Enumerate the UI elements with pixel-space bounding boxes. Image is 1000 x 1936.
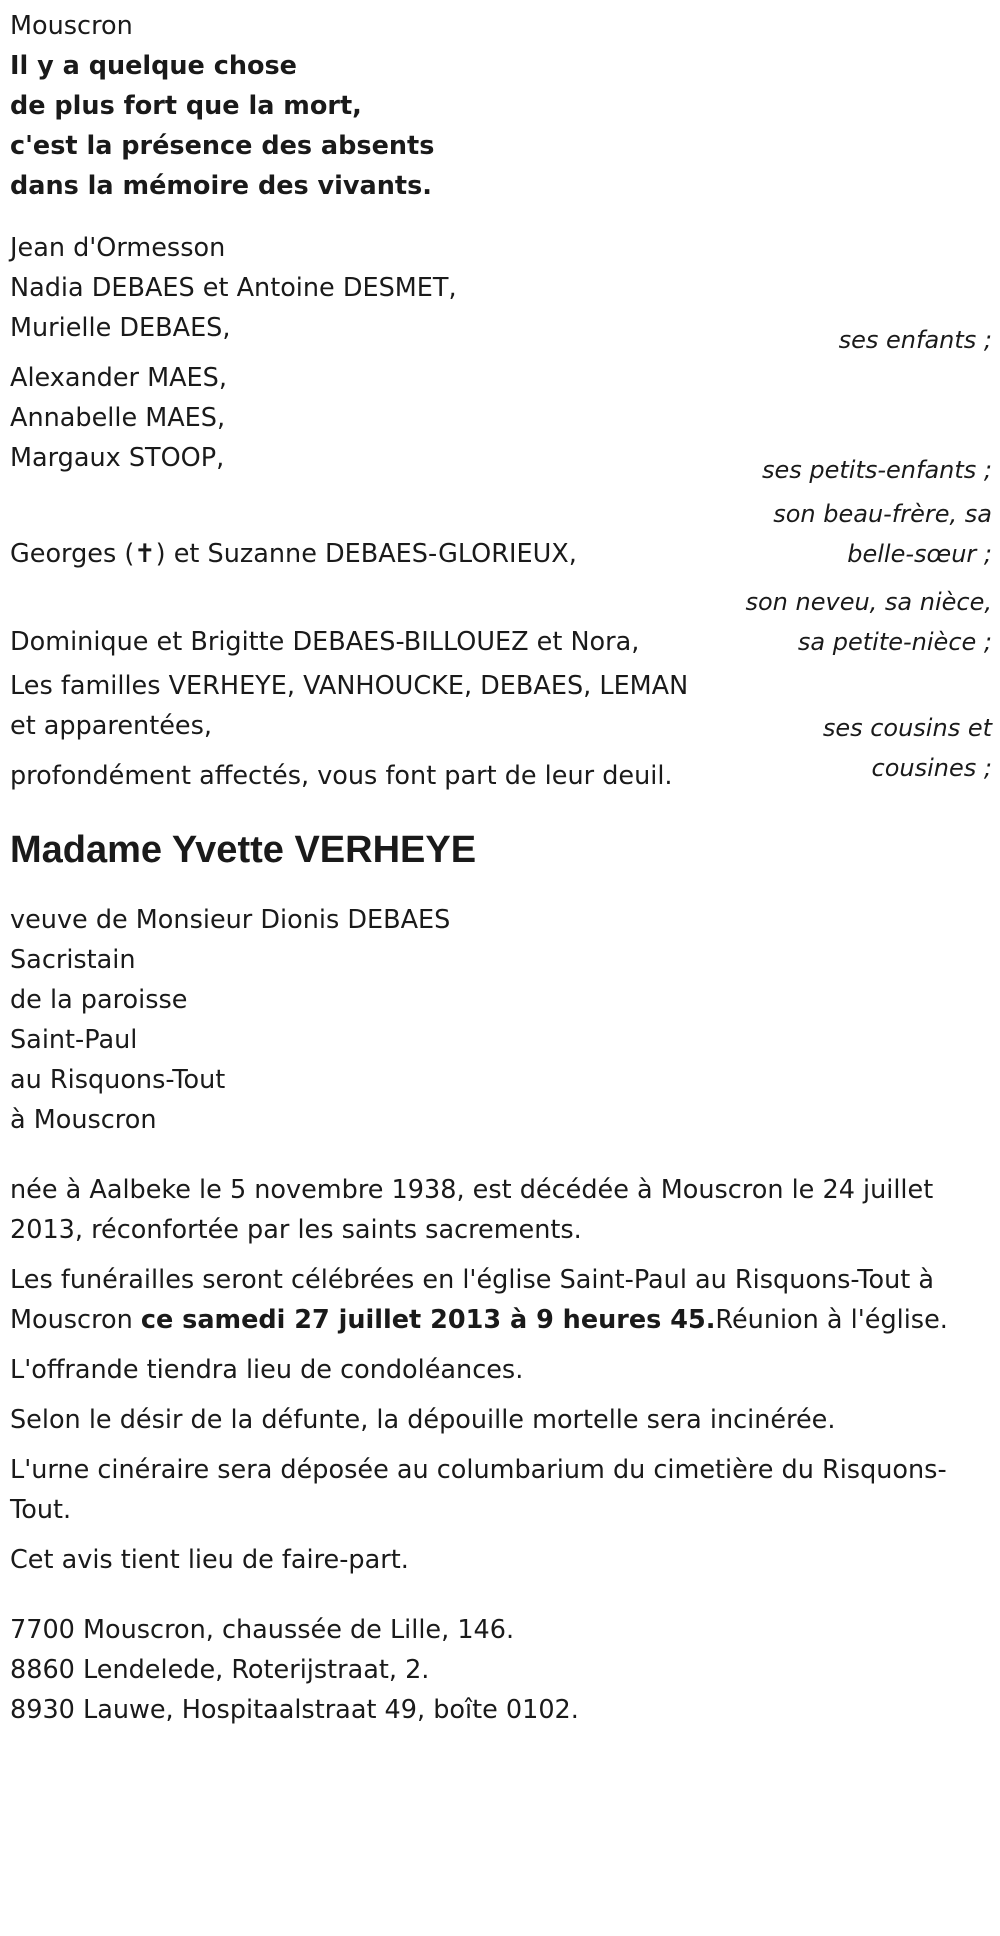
family-group-children [10,268,992,354]
family-name: Dominique et Brigitte DEBAES-BILLOUEZ et Nora, [10,627,640,657]
relation-line: son beau-frère, sa [773,500,992,528]
relation-label [732,582,992,662]
family-name: et apparentées, [10,711,212,741]
detail-line: de la paroisse [10,985,188,1015]
location: Mouscron [10,11,133,41]
quote-line: de plus fort que la mort, [10,91,362,121]
family-group-grandchildren [10,358,992,484]
family-group-in-laws [10,490,992,574]
deceased-details [10,900,992,1140]
relation-label: ses enfants ; [838,326,992,354]
cremation-paragraph: Selon le désir de la défunte, la dépouille mortelle sera incinérée. [10,1405,836,1435]
family-name: Margaux STOOP, [10,443,225,473]
announcement: profondément affectés, vous font part de leur deuil. [10,761,673,791]
family-name: Georges (✝) et Suzanne DEBAES-GLORIEUX, [10,539,577,569]
quote-line: dans la mémoire des vivants. [10,171,432,201]
family-name: Les familles VERHEYE, VANHOUCKE, DEBAES, LEMAN [10,671,689,701]
family-name: Alexander MAES, [10,363,227,393]
relation-label: ses petits-enfants ; [761,456,992,484]
quote-block [10,46,992,206]
addresses [10,1610,992,1730]
detail-line: veuve de Monsieur Dionis DEBAES [10,905,451,935]
relation-label [732,494,992,574]
quote-line: Il y a quelque chose [10,51,297,81]
relation-line: son neveu, sa nièce, [745,588,992,616]
funeral-text: Les funérailles seront célébrées en l'église Saint-Paul au Risquons-Tout à Mouscron [10,1265,935,1335]
relation-label [732,708,992,788]
funeral-meeting: Réunion à l'église. [715,1305,948,1335]
relation-line: cousines ; [871,754,992,782]
notice-paragraph: Cet avis tient lieu de faire-part. [10,1545,409,1575]
funeral-date: ce samedi 27 juillet 2013 à 9 heures 45. [140,1305,716,1335]
family-group-cousins [10,666,992,796]
funeral-paragraph [10,1260,980,1340]
relation-line: ses cousins et [822,714,992,742]
address-line: 8860 Lendelede, Roterijstraat, 2. [10,1655,430,1685]
offering-paragraph: L'offrande tiendra lieu de condoléances. [10,1355,524,1385]
family-name: Annabelle MAES, [10,403,226,433]
quote-author: Jean d'Ormesson [10,233,226,263]
detail-line: à Mouscron [10,1105,157,1135]
detail-line: Saint-Paul [10,1025,138,1055]
deceased-name: Madame Yvette VERHEYE [10,829,477,871]
address-line: 7700 Mouscron, chaussée de Lille, 146. [10,1615,515,1645]
detail-line: au Risquons-Tout [10,1065,226,1095]
birth-death-paragraph: née à Aalbeke le 5 novembre 1938, est décédée à Mouscron le 24 juillet 2013, réconfortée par les saints sacrements. [10,1175,934,1245]
detail-line: Sacristain [10,945,136,975]
family-name: Nadia DEBAES et Antoine DESMET, [10,273,457,303]
family-group-nephews [10,578,992,662]
urn-paragraph: L'urne cinéraire sera déposée au columbarium du cimetière du Risquons-Tout. [10,1455,947,1525]
obituary-notice [10,6,992,1730]
relation-line: sa petite-nièce ; [797,628,992,656]
address-line: 8930 Lauwe, Hospitaalstraat 49, boîte 0102. [10,1695,579,1725]
paragraphs [10,1170,980,1580]
quote-line: c'est la présence des absents [10,131,435,161]
family-name: Murielle DEBAES, [10,313,231,343]
relation-line: belle-sœur ; [847,540,992,568]
